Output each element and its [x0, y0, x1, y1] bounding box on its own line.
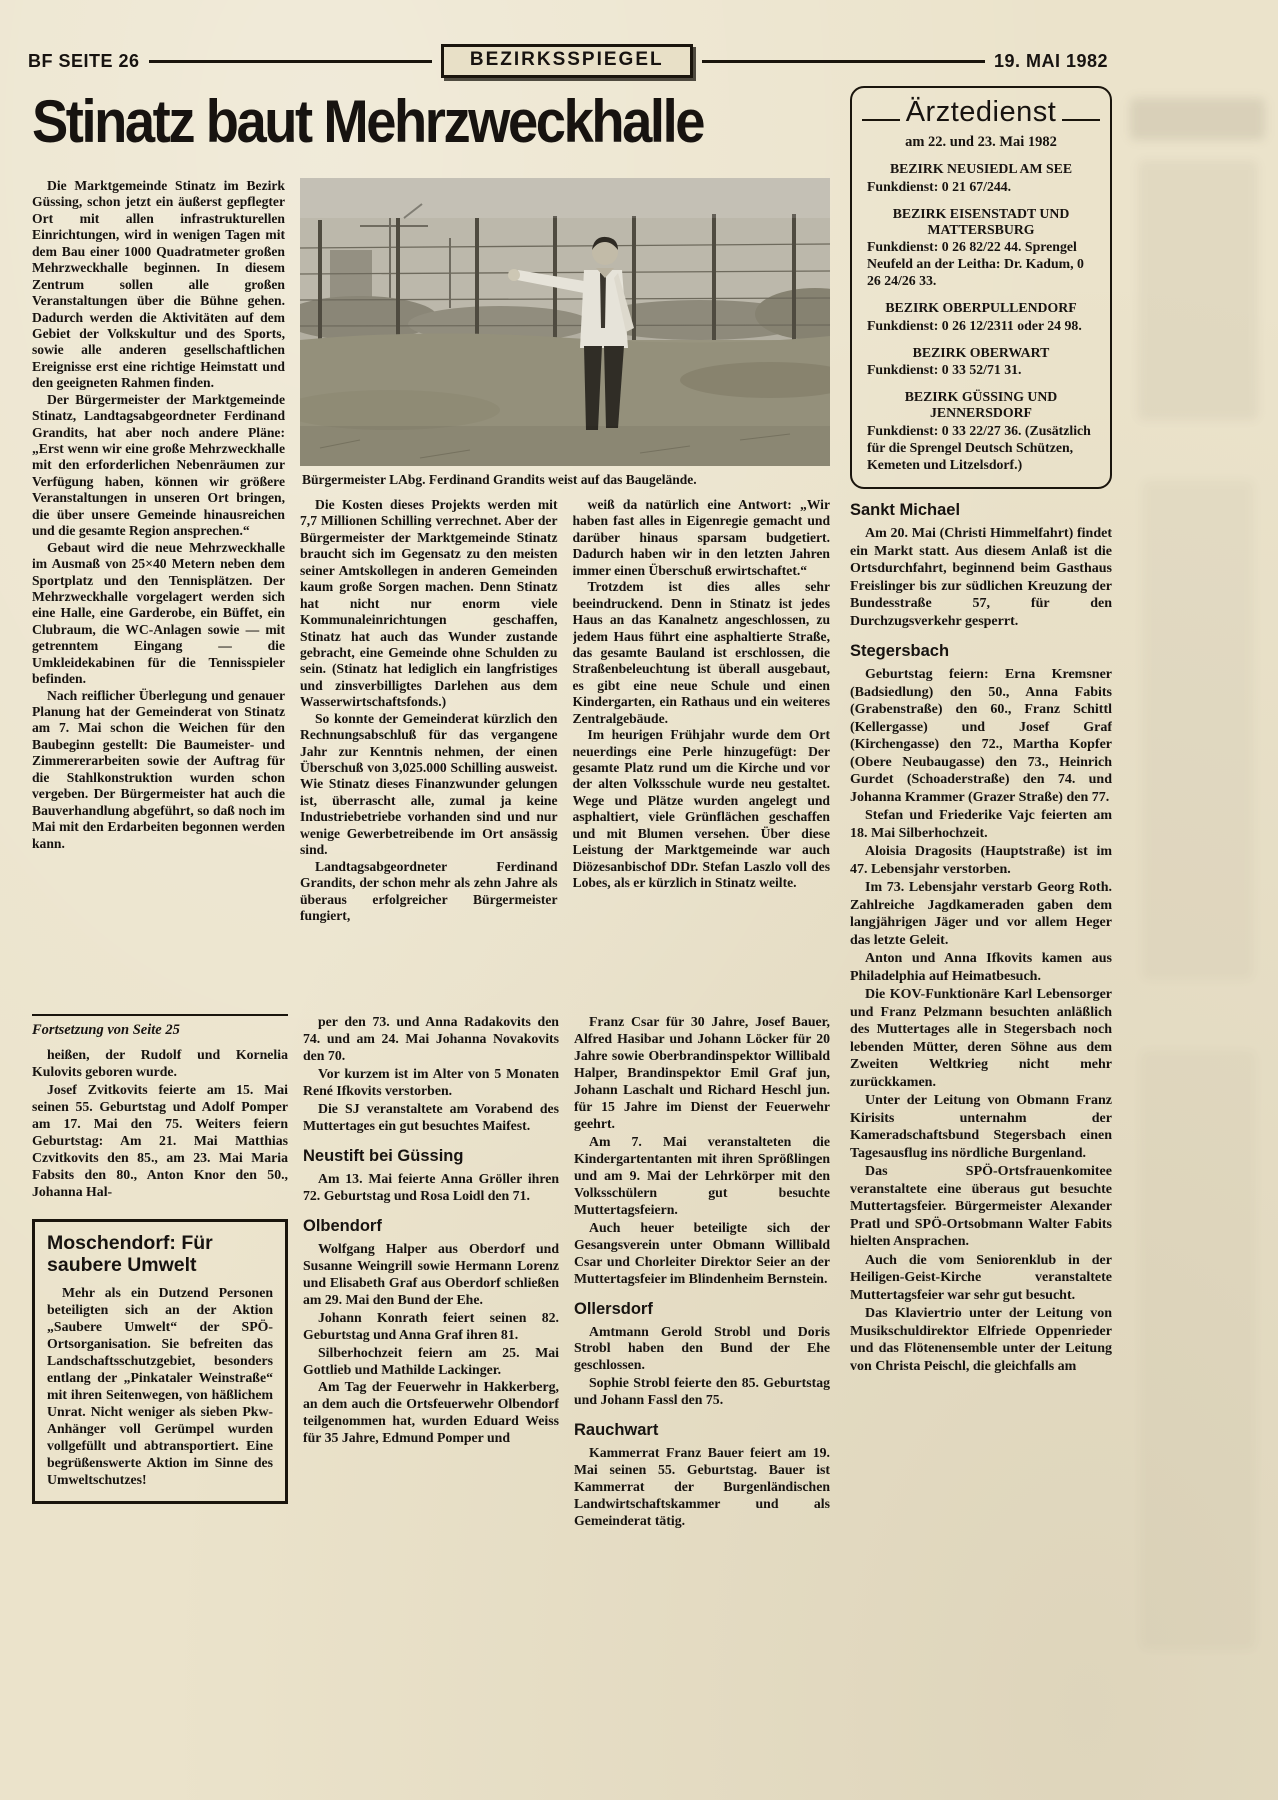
moschendorf-body: Mehr als ein Dutzend Personen beteiligten sich an der Aktion „Saubere Umwelt“ der SPÖ-Ortsorganisation. Sie befreiten das Landschaftsschutzgebiet, besonders entlang der „Pinkataler Weinstraße“ mit ihren Seitenwegen, von häßlichem Unrat. Nicht weniger als sieben Pkw-Anhänger voll Gerümpel wurden vollgefüllt und abtransportiert. Eine begrüßenswerte Aktion im Sinne des Umweltschutzes! — [47, 1285, 273, 1488]
article-column-1 — [32, 178, 285, 1014]
paragraph: Gebaut wird die neue Mehrzweckhalle im Ausmaß von 25×40 Metern neben dem Sportplatz und den Tennisplätzen. Der Mehrzweckhalle vorgelagert werden sich eine Halle, eine Garderobe, ein Büffet, ein Clubraum, die WC-Anlagen sowie — mit getrenntem Eingang — die Umkleidekabinen für die Tennisspieler befinden. — [32, 539, 285, 687]
section-heading: Olbendorf — [303, 1216, 382, 1235]
paragraph: Auch heuer beteiligte sich der Gesangsverein unter Obmann Willibald Csar und Chorleiter Direktor Seier an der Muttertagsfeier im Blindenheim Bernstein. — [574, 1219, 830, 1286]
paragraph: Vor kurzem ist im Alter von 5 Monaten René Ifkovits verstorben. — [303, 1065, 559, 1098]
doctor-service-title-row — [862, 96, 1100, 129]
paragraph: Silberhochzeit feiern am 25. Mai Gottlieb und Mathilde Lackinger. — [303, 1344, 559, 1377]
article-column-2 — [300, 497, 558, 1014]
paragraph: Am 7. Mai veranstalteten die Kindergartentanten mit ihren Sprößlingen und am 9. Mai der Lehrkörper mit den Volksschülern gut besuchte Muttertagsfeiern. — [574, 1133, 830, 1217]
bottom-column-2 — [303, 1014, 559, 1800]
article-column-3 — [573, 497, 831, 1014]
paragraph: Unter der Leitung von Obmann Franz Kirisits unternahm der Kameradschaftsbund Stegersbach einen Tagesausflug ins nördliche Burgenland. — [850, 1093, 1112, 1161]
paragraph: Sophie Strobl feierte den 85. Geburtstag und Johann Fassl den 75. — [574, 1375, 830, 1408]
bottom-column-3 — [574, 1014, 830, 1800]
district-info: Funkdienst: 0 21 67/244. — [867, 178, 1012, 194]
moschendorf-box — [32, 1219, 288, 1504]
paragraph: Aloisia Dragosits (Hauptstraße) ist im 47. Lebensjahr verstorben. — [850, 844, 1112, 877]
paragraph: So konnte der Gemeinderat kürzlich den Rechnungsabschluß für das vergangene Jahr zur Kenntnis nehmen, der einen Überschuß von 3,025.000 Schilling ausweist. Wie Stinatz dieses Finanzwunder gelungen ist, überrascht alle, zumal ja keine Industriebetriebe vorhanden sind und nur wenige Gewerbetreibende im Ort ansässig sind. — [300, 710, 558, 858]
continuation-note: Fortsetzung von Seite 25 — [32, 1014, 288, 1039]
section-heading: Rauchwart — [574, 1421, 659, 1440]
page-number-label: BF SEITE 26 — [28, 50, 140, 71]
article-lower-columns — [300, 497, 830, 1014]
paragraph: Die SJ veranstaltete am Vorabend des Muttertages ein gut besuchtes Maifest. — [303, 1100, 559, 1133]
paragraph: Der Bürgermeister der Marktgemeinde Stinatz, Landtagsabgeordneter Ferdinand Grandits, hat aber noch andere Pläne: „Erst wenn wir eine große Mehrzweckhalle mit den erforderlichen Nebenräumen zur Verfügung haben, können wir größere Veranstaltungen in unseren Ort bringen, die über unsere Gemeinde hinausreichen und die gesamte Region ansprechen.“ — [32, 391, 285, 539]
section-heading: Ollersdorf — [574, 1299, 653, 1318]
section-heading: Sankt Michael — [850, 501, 961, 520]
doctor-service-box — [850, 86, 1112, 489]
doctor-service-title: Ärztedienst — [905, 96, 1057, 128]
page-header — [28, 44, 1108, 78]
section-heading: Neustift bei Güssing — [303, 1146, 464, 1165]
paragraph: Kammerrat Franz Bauer feiert am 19. Mai seinen 55. Geburtstag. Bauer ist Kammerrat der Burgenländischen Landwirtschaftskammer und als Gemeinderat tätig. — [574, 1445, 830, 1529]
paragraph: Trotzdem ist dies alles sehr beeindruckend. Denn in Stinatz ist jedes Haus an das Kanalnetz angeschlossen, zu jedem Haus führt eine asphaltierte Straße, das gesamte Bauland ist erschlossen, die Straßenbeleuchtung ist überall ausgebaut, es gibt eine neue Schule und einen Kindergarten, ein Rathaus und ein weiteres Zentralgebäude. — [572, 579, 830, 726]
sidebar-news-flow — [850, 501, 1112, 1375]
bottom-column-1 — [32, 1014, 288, 1800]
paragraph: Die Kosten dieses Projekts werden mit 7,7 Millionen Schilling verrechnet. Aber der Bürgermeister der Marktgemeinde Stinatz braucht sich im Gegensatz zu den meisten seiner Amtskollegen in anderen Gemeinden kaum große Sorgen machen. Denn Stinatz hat nicht nur enorm viele Kommunaleinrichtungen geschaffen, Stinatz hat auch das Wunder zustande gebracht, eine Gemeinde ohne Schulden zu sein. (Stinatz hat lediglich ein langfristiges und zinsverbilligtes Darlehen aus dem Wasserwirtschaftsfonds.) — [300, 497, 558, 710]
paragraph: Nach reiflicher Überlegung und genauer Planung hat der Gemeinderat von Stinatz am 7. Mai schon die Weichen für den Baubeginn gestellt: Die Baumeister- und Zimmererarbeiten sowie der Auftrag für die Stahlkonstruktion wurden schon vergeben. Der Bürgermeister hat auch die Bauverhandlung abgeführt, so daß noch im Mai mit den Erdarbeiten begonnen werden kann. — [32, 687, 285, 851]
page-edge-bleed — [1118, 0, 1278, 1800]
paragraph: Das SPÖ-Ortsfrauenkomitee veranstaltete eine überaus gut besuchte Muttertagsfeier. Bürgermeister Alexander Pratl und SPÖ-Ortsobmann Walter Fabits hielten Ansprachen. — [850, 1164, 1112, 1250]
article-right-block — [300, 178, 830, 1014]
district-heading: BEZIRK GÜSSING UND JENNERSDORF — [904, 389, 1058, 421]
paragraph: Amtmann Gerold Strobl und Doris Strobl haben den Bund der Ehe geschlossen. — [574, 1323, 830, 1373]
district-info: Funkdienst: 0 26 82/22 44. Sprengel Neufeld an der Leitha: Dr. Kadum, 0 26 24/26 33. — [867, 239, 1084, 289]
construction-site-photo-illustration — [300, 178, 830, 466]
paragraph: Im heurigen Frühjahr wurde dem Ort neuerdings eine Perle hinzugefügt: Der gesamte Platz rund um die Kirche und vor der alten Volksschule wurde neu gestaltet. Wege und Plätze wurden angelegt und asphaltiert, viele Grünflächen geschaffen und mit Blumen versehen. Über diese Leistung der Marktgemeinde war auch Diözesanbischof DDr. Stefan Laszlo voll des Lobes, als er kürzlich in Stinatz weilte. — [572, 727, 830, 891]
district-heading: BEZIRK EISENSTADT UND MATTERSBURG — [892, 205, 1070, 237]
paragraph: Stefan und Friederike Vajc feierten am 18. Mai Silberhochzeit. — [850, 808, 1112, 841]
paragraph: Josef Zvitkovits feierte am 15. Mai seinen 55. Geburtstag und Adolf Pomper am 17. Mai den 75. Weiters feiern Geburtstag: Am 21. Mai Matthias Czvitkovits den 85., am 23. Mai Maria Fabsits den 80., Anton Knor den 50., Johanna Hal- — [32, 1081, 288, 1199]
photo-caption: Bürgermeister LAbg. Ferdinand Grandits weist auf das Baugelände. — [302, 472, 697, 487]
bottom-col1-flow — [32, 1047, 288, 1201]
article-photo — [300, 178, 830, 466]
title-rule-left — [862, 119, 900, 121]
paragraph: per den 73. und Anna Radakovits den 74. und am 24. Mai Johanna Novakovits den 70. — [303, 1014, 559, 1063]
paragraph: Die Marktgemeinde Stinatz im Bezirk Güssing, schon jetzt ein äußerst gepflegter Ort mit allen infrastrukturellen Einrichtungen, wird in wenigen Tagen mit dem Bau einer 1000 Quadratmeter großen Mehrzweckhalle beginnen. In diesem Zentrum sollen alle großen Veranstaltungen über die Bühne gehen. Dadurch werden die Aktivitäten auf dem Gebiet der Volkskultur und des Sports, sowie alle anderen gesellschaftlichen Ereignisse erst eine richtige Heimstatt und den geeigneten Rahmen finden. — [32, 178, 285, 391]
paragraph: Franz Csar für 30 Jahre, Josef Bauer, Alfred Hasibar und Johann Löcker für 20 Jahre sowie Oberbrandinspektor Willibald Halper, Brandinspektor Emil Graf jun, Johann Laschalt und Richard Heschl jun. für 15 Jahre im Dienst der Feuerwehr geehrt. — [574, 1014, 830, 1131]
paragraph: Geburtstag feiern: Erna Kremsner (Badsiedlung) den 50., Anna Fabits (Grabenstraße) den 60., Franz Schittl (Kellergasse) und Josef Graf (Kirchengasse) den 72., Martha Kopfer (Obere Neubaugasse) den 73., Heinrich Gurdet (Schoaderstraße) den 74. und Johanna Krammer (Grazer Straße) den 77. — [850, 667, 1112, 805]
district-heading: BEZIRK OBERPULLENDORF — [885, 299, 1077, 315]
paragraph: heißen, der Rudolf und Kornelia Kulovits geboren wurde. — [32, 1047, 288, 1079]
title-rule-right — [1062, 119, 1100, 121]
paragraph: weiß da natürlich eine Antwort: „Wir haben fast alles in Eigenregie gemacht und darüber hinaus sparsam budgetiert. Dadurch haben wir in den letzten Jahren immer einen Überschuß erwirtschaftet.“ — [572, 497, 830, 578]
paragraph: Wolfgang Halper aus Oberdorf und Susanne Weingrill sowie Hermann Lorenz und Elisabeth Graf aus Oberdorf schließen am 29. Mai den Bund der Ehe. — [303, 1240, 559, 1307]
paragraph: Das Klaviertrio unter der Leitung von Musikschuldirektor Elfriede Oppenrieder und das Flötenensemble unter der Leitung von Christa Peischl, die gleichfalls am — [850, 1306, 1112, 1374]
doctor-service-entries — [862, 161, 1100, 473]
district-info: Funkdienst: 0 26 12/2311 oder 24 98. — [867, 317, 1082, 333]
doctor-service-dates: am 22. und 23. Mai 1982 — [905, 134, 1057, 150]
issue-date: 19. MAI 1982 — [993, 50, 1108, 71]
district-info: Funkdienst: 0 33 22/27 36. (Zusätzlich für die Sprengel Deutsch Schützen, Kemeten und Litzelsdorf.) — [867, 422, 1091, 472]
moschendorf-title: Moschendorf: Für saubere Umwelt — [47, 1231, 213, 1276]
paragraph: Auch die vom Seniorenklub in der Heiligen-Geist-Kirche veranstaltete Muttertagsfeier war sehr gut besucht. — [850, 1252, 1112, 1303]
paragraph: Anton und Anna Ifkovits kamen aus Philadelphia auf Heimatbesuch. — [850, 951, 1112, 984]
paragraph: Landtagsabgeordneter Ferdinand Grandits, der schon mehr als zehn Jahre als überaus erfolgreicher Bürgermeister fungiert, — [300, 858, 558, 923]
district-heading: BEZIRK NEUSIEDL AM SEE — [889, 161, 1073, 176]
paragraph: Am 20. Mai (Christi Himmelfahrt) findet ein Markt statt. Aus diesem Anlaß ist die Ortsdurchfahrt, beginnend beim Gasthaus Freislinger bis zur südlichen Kreuzung der Bundesstraße 57, für den Durchzugsverkehr gesperrt. — [850, 526, 1112, 629]
bottom-section — [32, 1014, 830, 1800]
district-info: Funkdienst: 0 33 52/71 31. — [867, 362, 1022, 378]
district-heading: BEZIRK OBERWART — [912, 344, 1050, 360]
paragraph: Johann Konrath feiert seinen 82. Geburtstag und Anna Graf ihren 81. — [303, 1309, 559, 1342]
paragraph: Am 13. Mai feierte Anna Gröller ihren 72. Geburtstag und Rosa Loidl den 71. — [303, 1170, 559, 1203]
header-rule-right — [702, 60, 985, 63]
paragraph: Am Tag der Feuerwehr in Hakkerberg, an dem auch die Ortsfeuerwehr Olbendorf teilgenommen hat, wurden Eduard Weiss für 35 Jahre, Edmund Pomper und — [303, 1379, 559, 1446]
header-rule-left — [149, 60, 432, 63]
paragraph: Im 73. Lebensjahr verstarb Georg Roth. Zahlreiche Jagdkameraden gaben dem langjährigen Jäger und vor allem Heger das letzte Geleit. — [850, 880, 1112, 948]
paragraph: Die KOV-Funktionäre Karl Lebensorger und Franz Pelzmann besuchten anläßlich des Muttertages alle in Stegersbach noch lebenden Mütter, deren Söhne aus dem Zweiten Weltkrieg nicht mehr zurückkamen. — [850, 987, 1112, 1090]
article-headline: Stinatz baut Mehrzweckhalle — [32, 87, 704, 156]
main-article — [32, 178, 830, 1014]
section-banner: BEZIRKSSPIEGEL — [441, 44, 693, 78]
right-sidebar — [850, 86, 1112, 1800]
section-heading: Stegersbach — [850, 642, 950, 661]
